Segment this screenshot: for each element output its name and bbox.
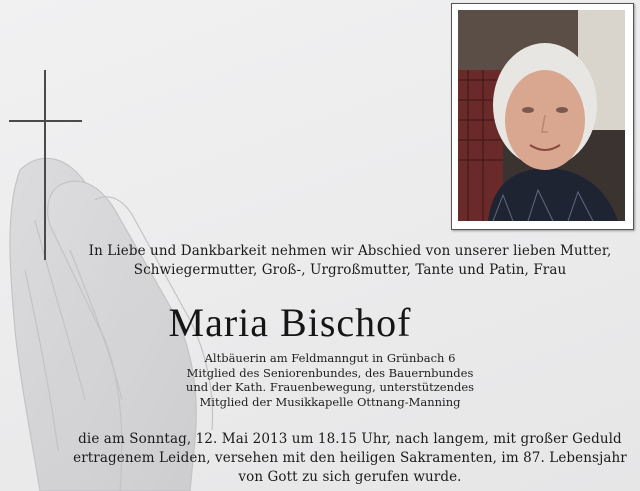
intro-paragraph	[70, 242, 630, 280]
closing-line: die am Sonntag, 12. Mai 2013 um 18.15 Uhr, nach langem, mit großer Geduld	[78, 431, 622, 447]
details-line: Mitglied des Seniorenbundes, des Bauernbundes	[186, 365, 474, 380]
details-line: Altbäuerin am Feldmanngut in Grünbach 6	[204, 351, 456, 365]
closing-line: ertragenem Leiden, versehen mit den heiligen Sakramenten, im 87. Lebensjahr	[73, 450, 627, 466]
details-line: und der Kath. Frauenbewegung, unterstützendes	[185, 380, 475, 394]
cross-icon-bar	[9, 120, 82, 122]
closing-line: von Gott zu sich gerufen wurde.	[238, 469, 462, 485]
closing-paragraph	[70, 430, 630, 487]
intro-line: In Liebe und Dankbarkeit nehmen wir Abschied von unserer lieben Mutter,	[88, 243, 612, 259]
intro-line: Schwiegermutter, Groß-, Urgroßmutter, Tante und Patin, Frau	[133, 262, 567, 278]
details-line: Mitglied der Musikkapelle Ottnang-Manning	[199, 394, 461, 409]
details-paragraph	[120, 351, 540, 409]
portrait-frame	[451, 3, 634, 230]
cross-icon	[44, 70, 46, 260]
deceased-name: Maria Bischof	[168, 300, 412, 345]
portrait-photo	[458, 10, 625, 221]
